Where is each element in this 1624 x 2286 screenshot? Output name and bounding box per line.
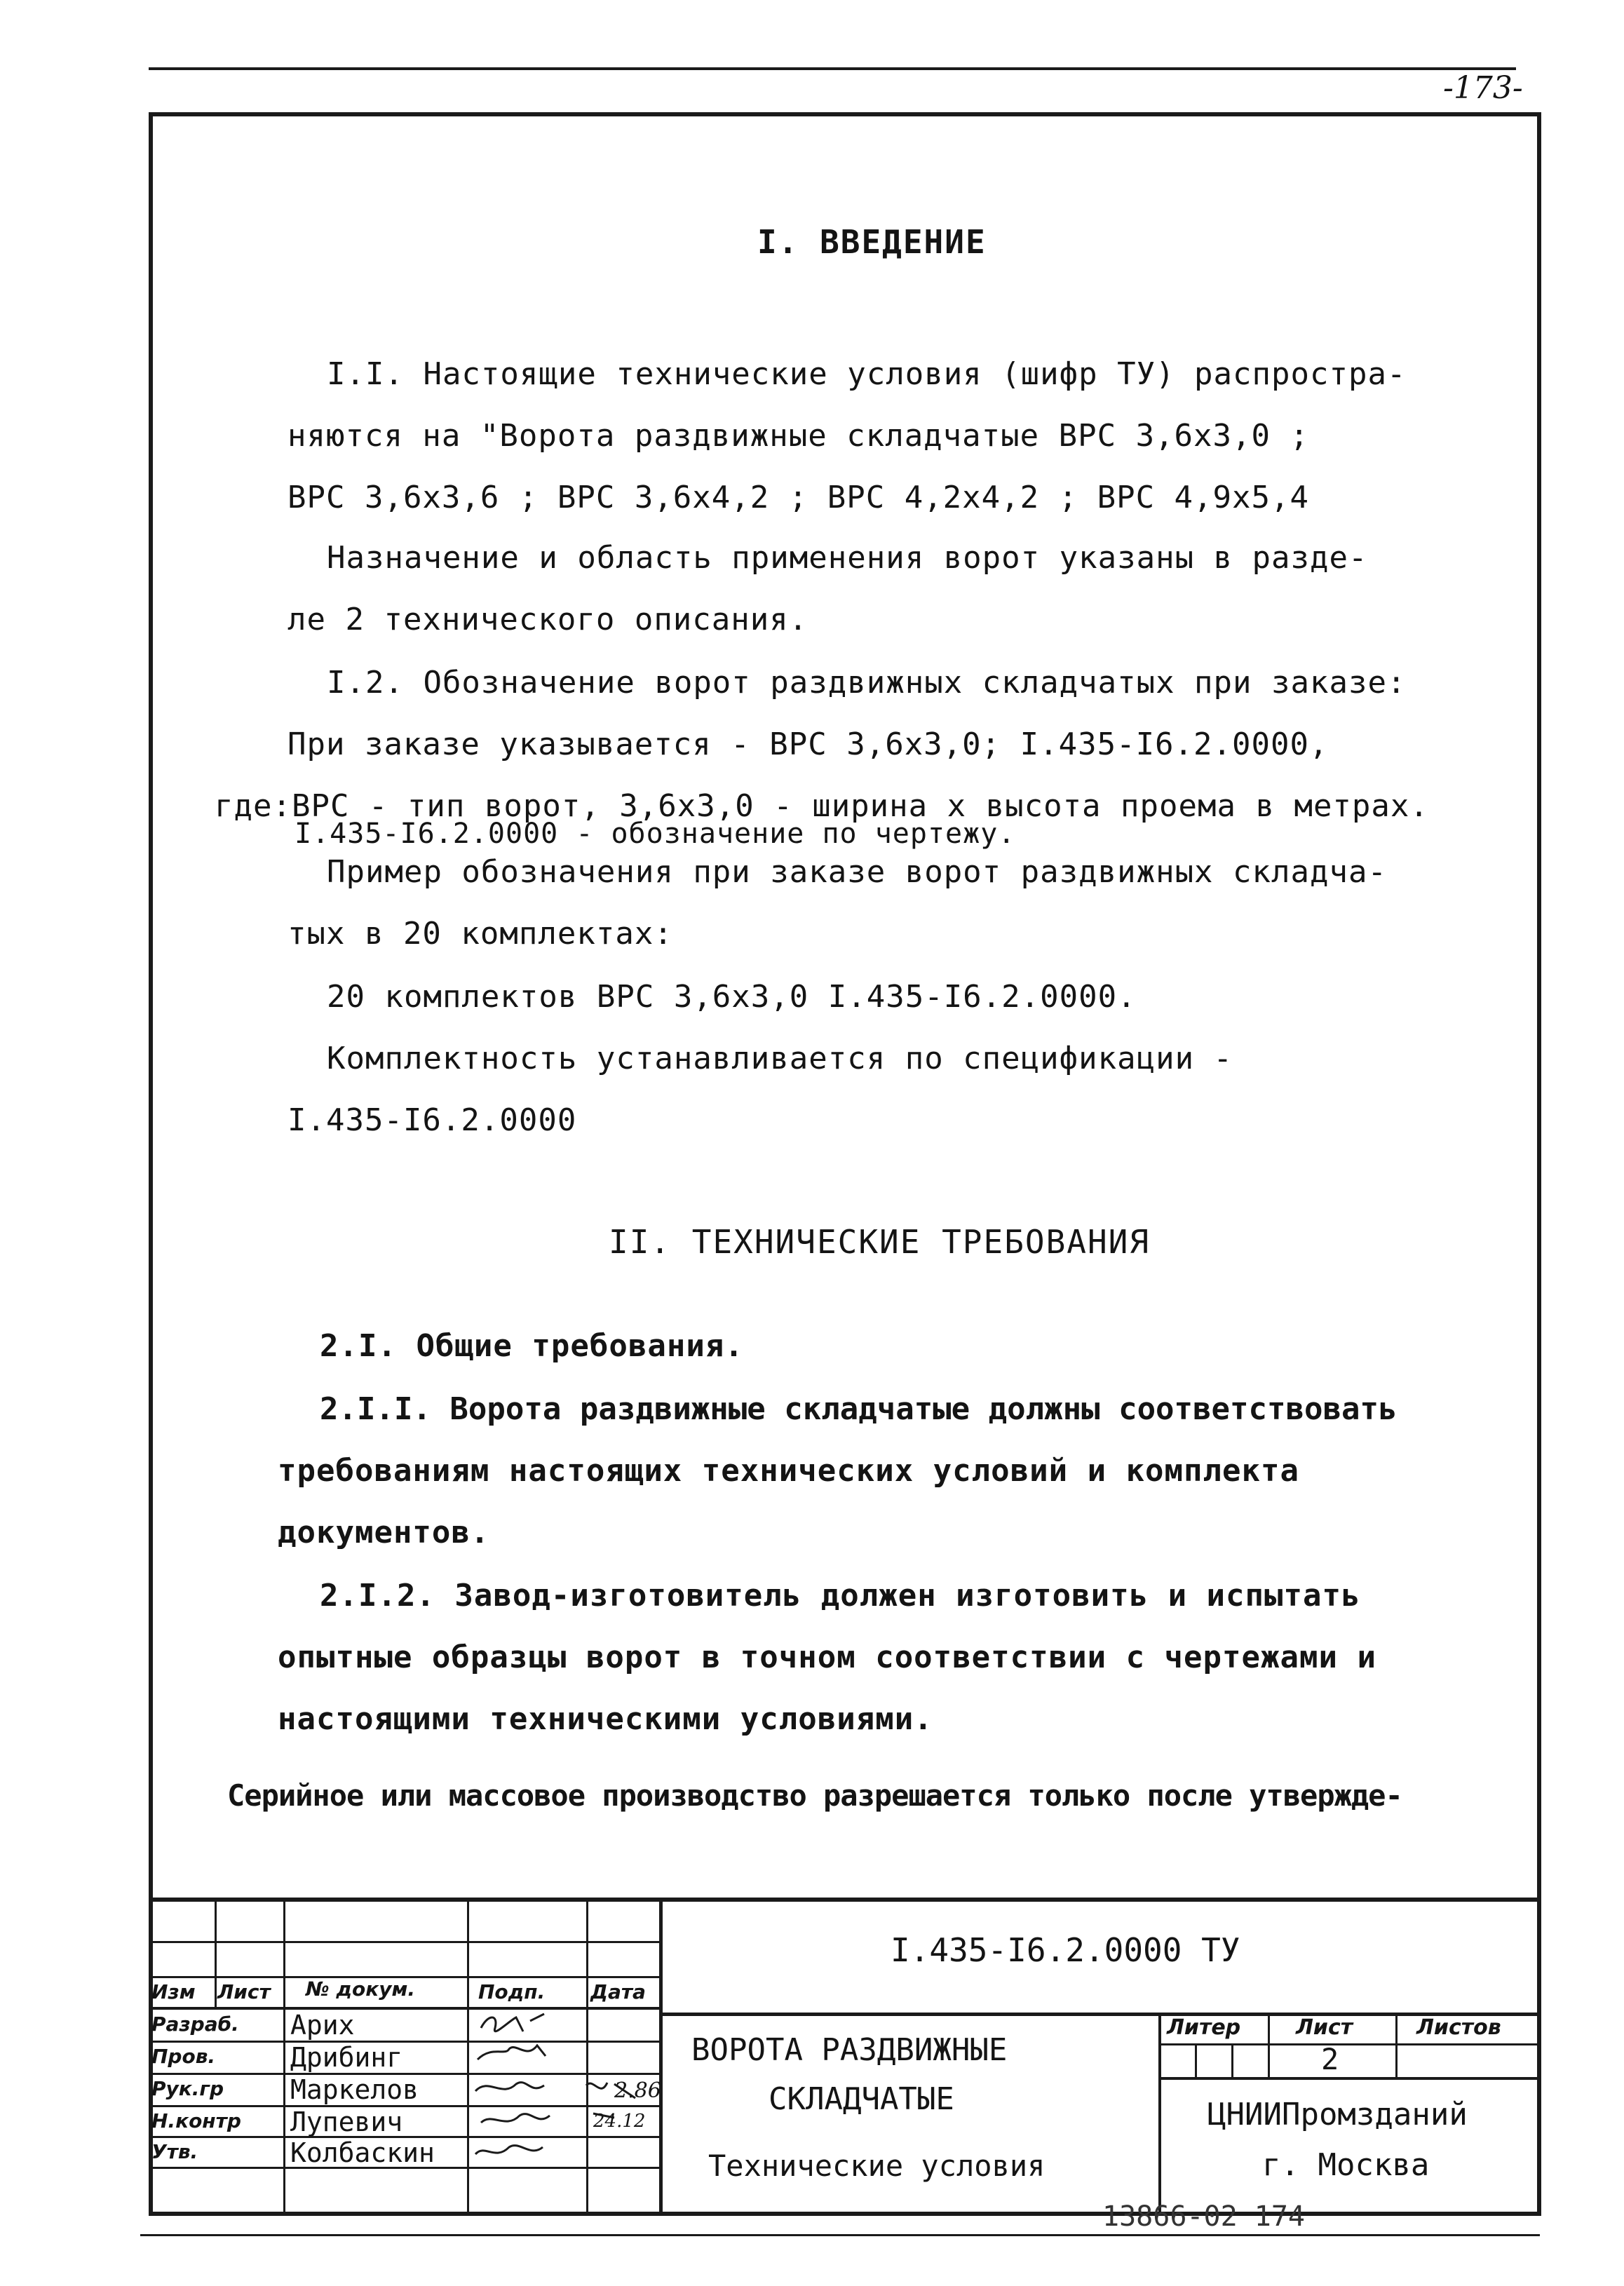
role-group-lead: Рук.гр [151, 2077, 224, 2100]
sheet-value: 2 [1321, 2042, 1339, 2076]
section1-line: Пример обозначения при заказе ворот раздвижных складча- [327, 854, 1387, 890]
column-header-date: Дата [590, 1980, 646, 2003]
document-designation: I.435-I6.2.0000 ТУ [891, 1931, 1240, 1969]
section1-heading: I. ВВЕДЕНИЕ [757, 223, 987, 261]
section1-line: I.435-I6.2.0000 [287, 1102, 577, 1138]
name-approver: Колбаскин [290, 2137, 435, 2168]
section2-heading: II. ТЕХНИЧЕСКИЕ ТРЕБОВАНИЯ [609, 1223, 1151, 1261]
column-header-list: Лист [217, 1980, 271, 2003]
section2-line: требованиям настоящих технических условий и комплекта [278, 1453, 1299, 1489]
page-number: -173- [1443, 70, 1523, 106]
name-checker: Дрибинг [290, 2042, 403, 2073]
section2-line: 2.I.I. Ворота раздвижные складчатые должны соответствовать [320, 1391, 1398, 1427]
litera-label: Литер [1167, 2015, 1241, 2040]
section1-line: тых в 20 комплектах: [287, 916, 673, 952]
date-group-lead: 2.86 [614, 2078, 661, 2103]
name-group-lead: Маркелов [290, 2074, 419, 2105]
sheet-label: Лист [1296, 2015, 1353, 2040]
date-norm-control: 24.12 [593, 2111, 646, 2132]
stamp-grid-line [149, 1941, 662, 1943]
section1-line: где:ВРС - тип ворот, 3,6х3,0 - ширина х высота проема в метрах. [215, 788, 1429, 824]
section2-line: 2.I. Общие требования. [320, 1328, 744, 1364]
stamp-grid-line [1268, 2013, 1270, 2078]
role-checker: Пров. [151, 2045, 216, 2068]
doc-title-line: СКЛАДЧАТЫЕ [769, 2081, 954, 2117]
section1-line: ле 2 технического описания. [287, 602, 808, 637]
stamp-grid-line [283, 1898, 285, 2216]
doc-title-line: Технические условия [708, 2149, 1046, 2183]
column-header-doc-number: № докум. [306, 1977, 416, 2001]
stamp-grid-line [215, 1898, 217, 2010]
doc-title-line: ВОРОТА РАЗДВИЖНЫЕ [691, 2032, 1008, 2068]
organization-name: ЦНИИПромзданий [1207, 2097, 1468, 2132]
stamp-grid-line [1158, 2077, 1541, 2080]
section1-line: При заказе указывается - ВРС 3,6х3,0; I.435-I6.2.0000, [287, 726, 1329, 762]
stamp-top-border [149, 1898, 1541, 1902]
archive-number: 13866-02 174 [1102, 2200, 1305, 2233]
section1-line: Комплектность устанавливается по спецификации - [327, 1041, 1233, 1076]
stamp-grid-line [1195, 2043, 1197, 2078]
role-approver: Утв. [151, 2140, 198, 2163]
sheets-label: Листов [1416, 2015, 1501, 2040]
role-developer: Разраб. [151, 2013, 239, 2036]
bottom-rule [140, 2234, 1540, 2236]
role-norm-control: Н.контр [151, 2109, 241, 2132]
section1-line: няются на "Ворота раздвижные складчатые ВРС 3,6х3,0 ; [287, 418, 1309, 454]
organization-city: г. Москва [1262, 2147, 1430, 2183]
section2-line: 2.I.2. Завод-изготовитель должен изготовить и испытать [320, 1578, 1361, 1614]
column-header-izm: Изм [151, 1980, 196, 2003]
section1-line: I.2. Обозначение ворот раздвижных складчатых при заказе: [327, 665, 1407, 701]
top-rule [149, 67, 1516, 70]
section2-line: опытные образцы ворот в точном соответствии с чертежами и [278, 1639, 1376, 1675]
stamp-grid-line [1395, 2013, 1398, 2078]
section1-line: I.435-I6.2.0000 - обозначение по чертежу. [295, 818, 1016, 850]
section2-line: Серийное или массовое производство разрешается только после утвержде- [227, 1778, 1402, 1813]
section1-line: 20 комплектов ВРС 3,6х3,0 I.435-I6.2.0000. [327, 979, 1137, 1015]
column-header-signature: Подп. [478, 1980, 546, 2003]
section2-line: документов. [278, 1515, 490, 1550]
stamp-grid-line [1158, 2043, 1541, 2045]
section1-line: Назначение и область применения ворот указаны в разде- [327, 540, 1368, 576]
stamp-designation-border [662, 2013, 1541, 2016]
name-norm-control: Лупевич [290, 2106, 403, 2137]
name-developer: Арих [290, 2010, 355, 2041]
section1-line: ВРС 3,6х3,6 ; ВРС 3,6х4,2 ; ВРС 4,2х4,2 ; ВРС 4,9х5,4 [287, 480, 1309, 515]
section1-line: I.I. Настоящие технические условия (шифр ТУ) распростра- [327, 356, 1407, 392]
stamp-grid-line [1231, 2043, 1233, 2078]
section2-line: настоящими техническими условиями. [278, 1701, 933, 1737]
